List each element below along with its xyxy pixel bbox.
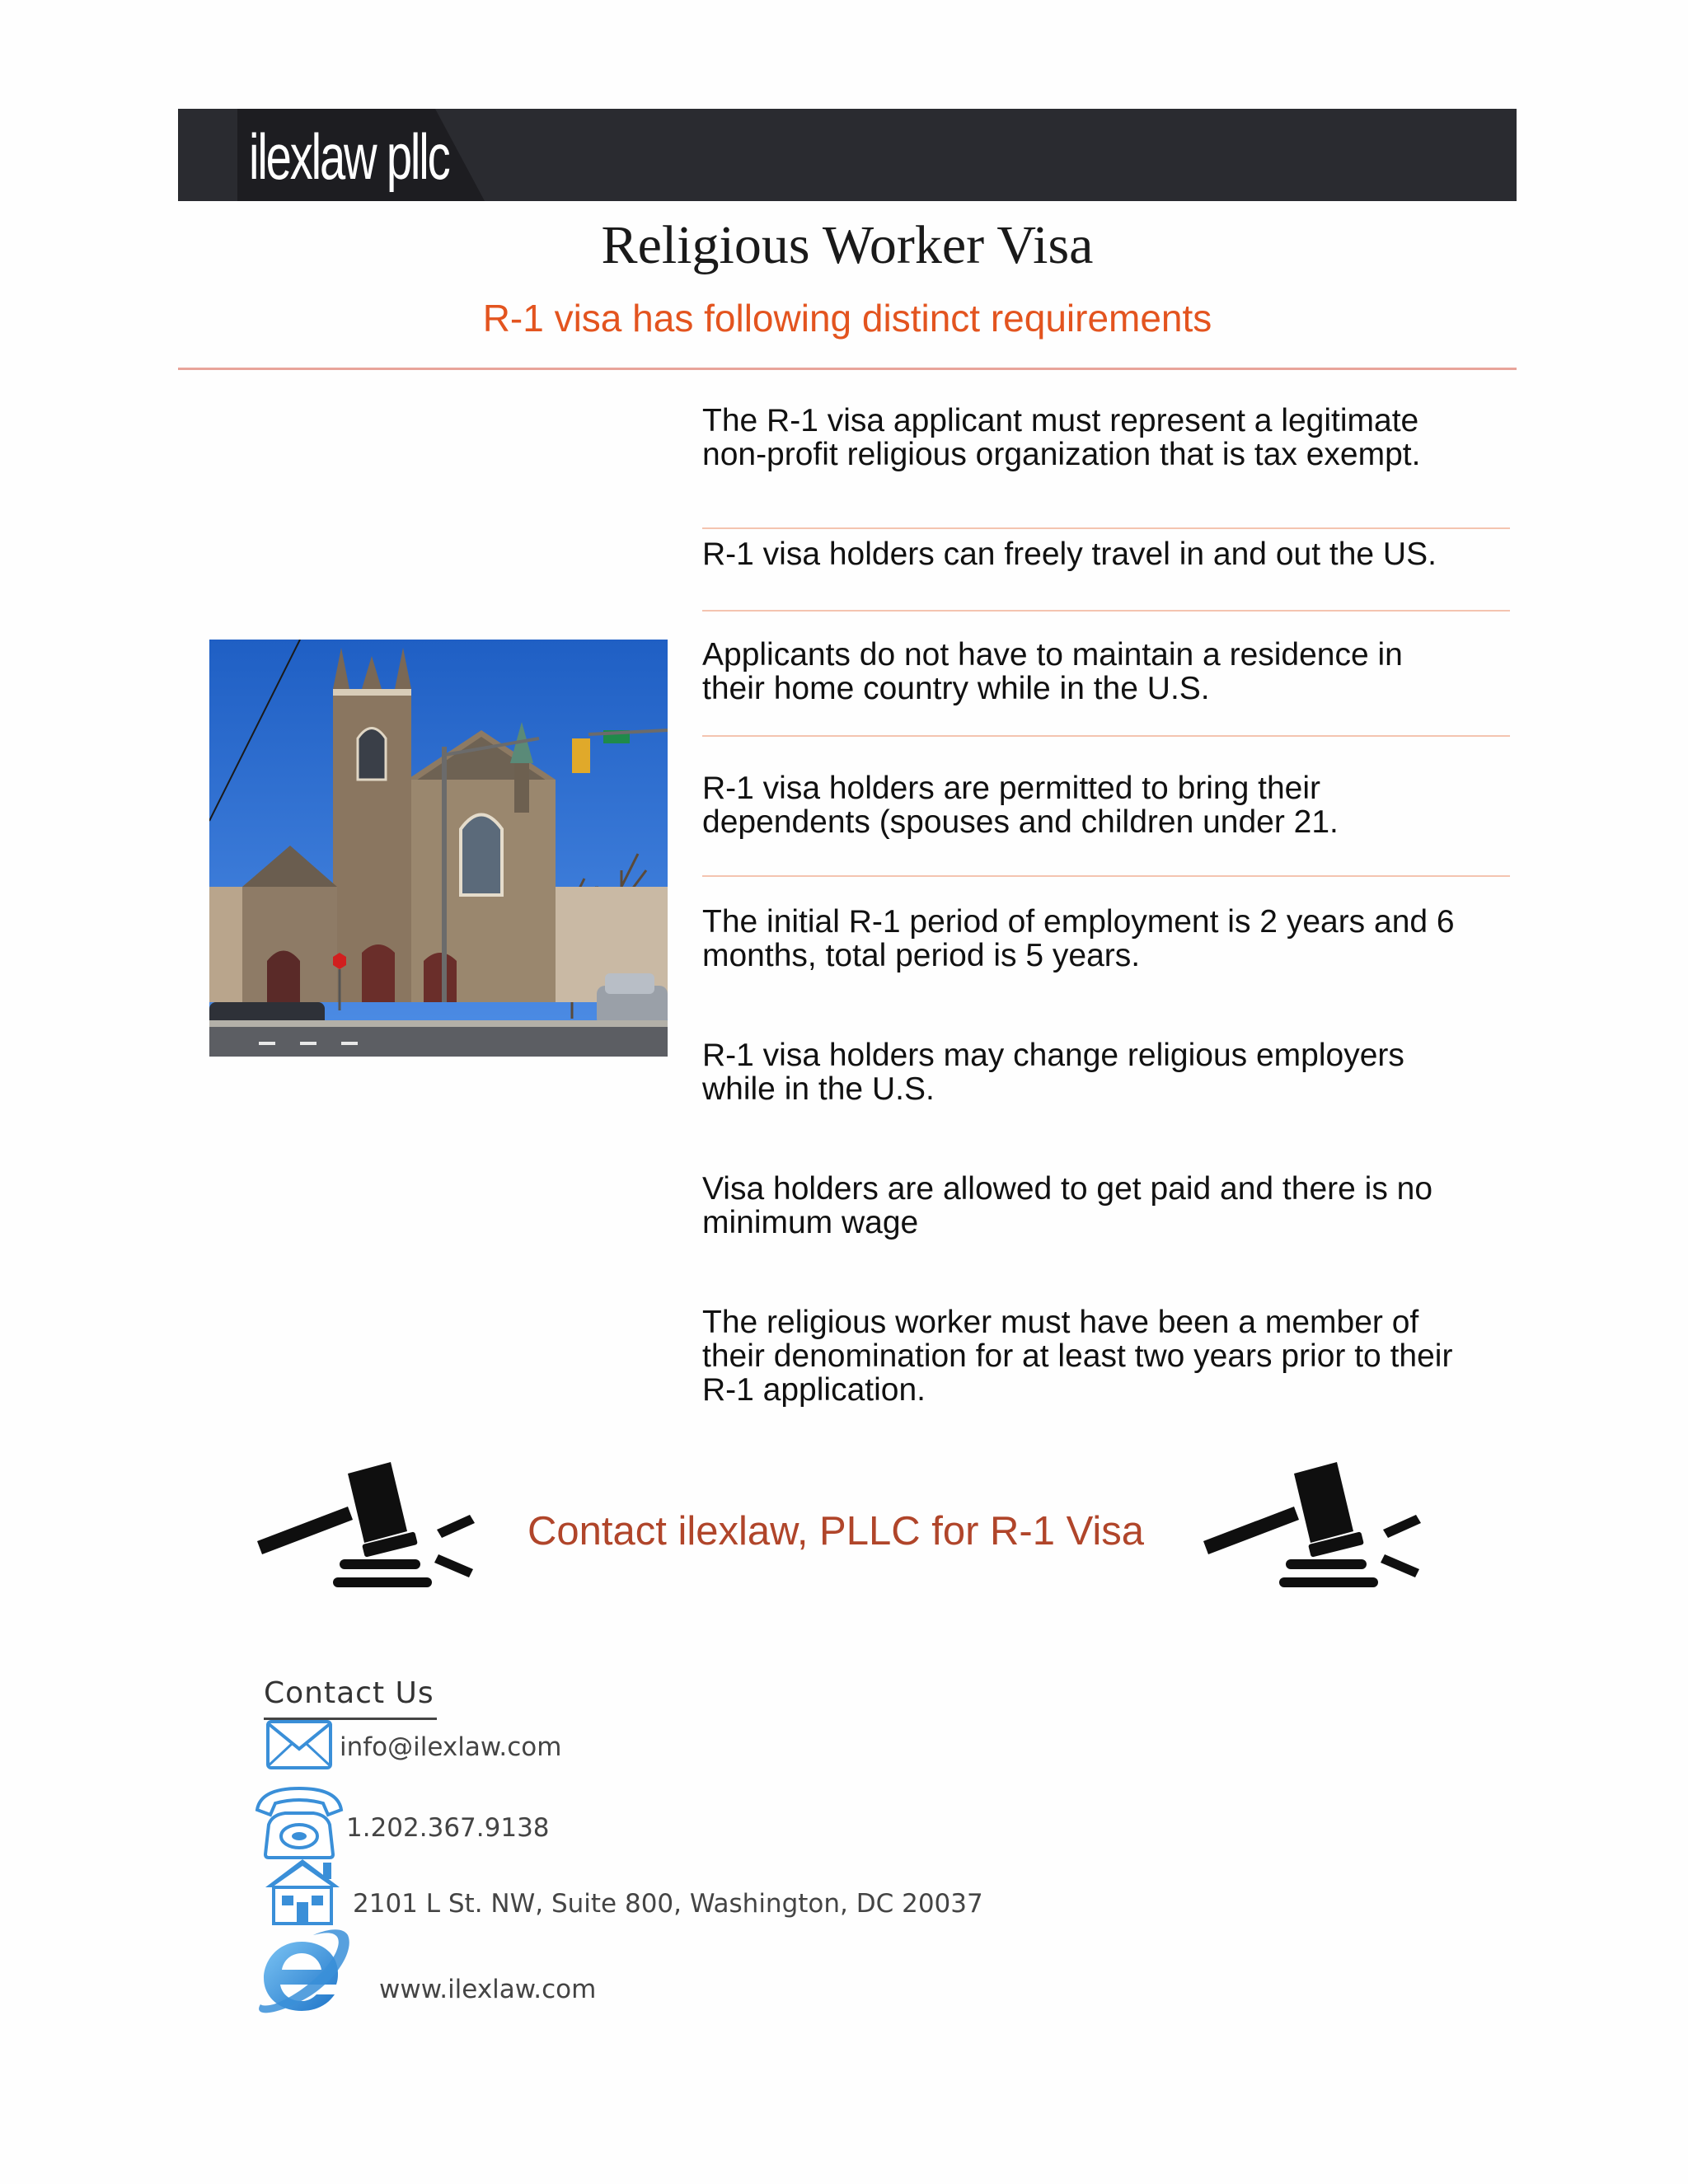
contact-banner-text: Contact ilexlaw, PLLC for R-1 Visa [528, 1509, 1145, 1554]
requirement-item-4: R-1 visa holders are permitted to bring their dependents (spouses and children under 21. [702, 771, 1339, 840]
phone-link[interactable]: 1.202.367.9138 [346, 1813, 550, 1843]
company-logo: ilexlaw pllc [249, 120, 449, 193]
gavel-icon [1203, 1457, 1426, 1597]
page-subtitle: R-1 visa has following distinct requirements [482, 297, 1212, 340]
requirement-item-2: R-1 visa holders can freely travel in and out the US. [702, 537, 1437, 572]
header-bar [178, 109, 1517, 201]
gavel-icon [257, 1457, 480, 1597]
telephone-icon [252, 1785, 346, 1861]
house-icon [262, 1856, 343, 1927]
requirement-divider [702, 610, 1510, 612]
email-link[interactable]: info@ilexlaw.com [340, 1732, 562, 1762]
requirement-divider [702, 735, 1510, 737]
browser-e-icon [252, 1925, 354, 2018]
requirement-item-5: The initial R-1 period of employment is 2 years and 6 months, total period is 5 years. [702, 904, 1455, 973]
address-text: 2101 L St. NW, Suite 800, Washington, DC 20037 [353, 1889, 983, 1919]
page-title: Religious Worker Visa [601, 215, 1094, 275]
requirement-item-6: R-1 visa holders may change religious employers while in the U.S. [702, 1038, 1404, 1107]
requirement-item-1: The R-1 visa applicant must represent a legitimate non-profit religious organization that is tax exempt. [702, 403, 1421, 472]
contact-heading: Contact Us [264, 1676, 434, 1710]
requirement-item-8: The religious worker must have been a member of their denomination for at least two years prior to their R-1 application. [702, 1305, 1453, 1408]
header-divider [178, 368, 1517, 370]
website-link[interactable]: www.ilexlaw.com [379, 1975, 597, 2004]
requirement-divider [702, 527, 1510, 529]
requirement-divider [702, 875, 1510, 877]
church-photo [209, 640, 668, 1057]
envelope-icon [265, 1719, 333, 1770]
requirement-item-3: Applicants do not have to maintain a residence in their home country while in the U.S. [702, 637, 1403, 706]
requirement-item-7: Visa holders are allowed to get paid and there is no minimum wage [702, 1171, 1433, 1240]
